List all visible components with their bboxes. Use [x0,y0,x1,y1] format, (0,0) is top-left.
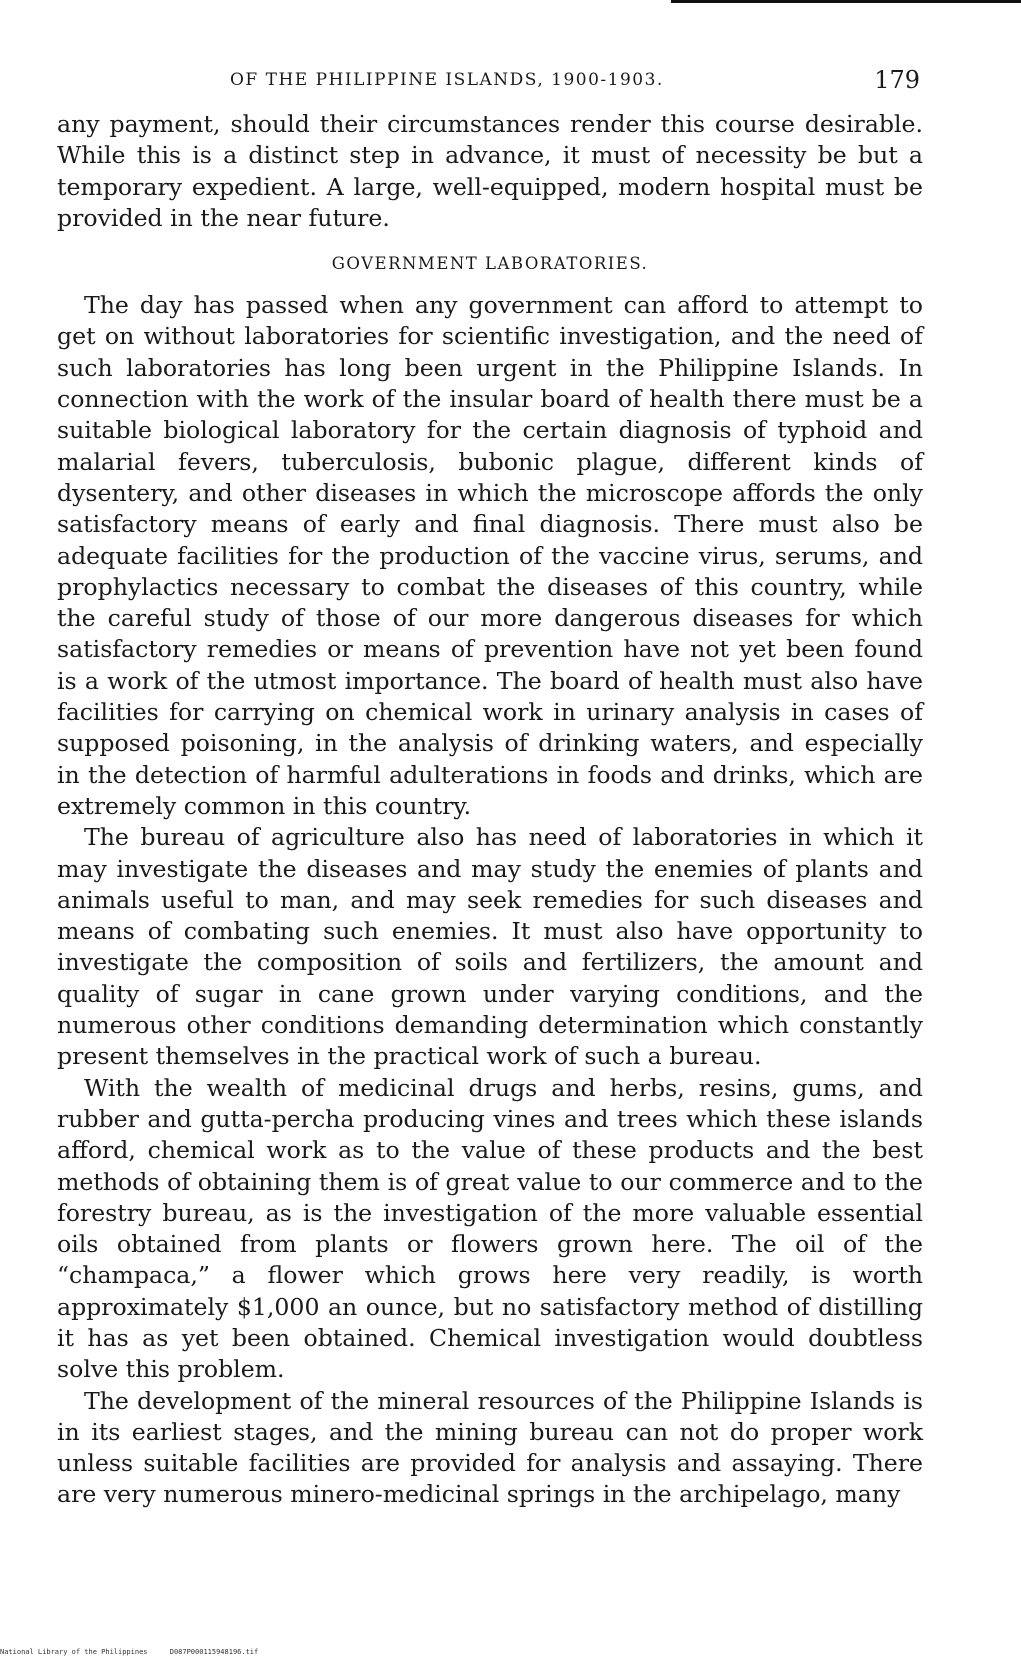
paragraph: The day has passed when any government can afford to attempt to get on without laboratories for scientific investigation, and the need of such laboratories has long been urgent in the Philippine Islands. In connection with the work of the insular board of health there must be a suitable biological laboratory for the certain diagnosis of typhoid and malarial fevers, tuberculosis, bubonic plague, different kinds of dysentery, and other diseases in which the microscope affords the only satisfactory means of early and final diagnosis. There must also be adequate facilities for the production of the vaccine virus, serums, and prophylactics necessary to combat the diseases of this country, while the careful study of those of our more dangerous diseases for which satisfactory remedies or means of prevention have not yet been found is a work of the utmost importance. The board of health must also have facilities for carrying on chemical work in urinary analysis in cases of supposed poisoning, in the analysis of drinking waters, and especially in the detection of harmful adulterations in foods and drinks, which are extremely common in this country. [57,291,923,820]
section-heading: GOVERNMENT LABORATORIES. [331,254,649,274]
body-text [57,109,923,1511]
paragraph: With the wealth of medicinal drugs and herbs, resins, gums, and rubber and gutta-percha producing vines and trees which these islands afford, chemical work as to the value of these products and the best methods of obtaining them is of great value to our commerce and to the forestry bureau, as is the investigation of the more valuable essential oils obtained from plants or flowers grown here. The oil of the “champaca,” a flower which grows here very readily, is worth approximately $1,000 an ounce, but no satisfactory method of distilling it has as yet been obtained. Chemical investigation would doubtless solve this problem. [57,1073,923,1384]
footer-library: National Library of the Philippines [0,1648,148,1656]
paragraph-continued: any payment, should their circumstances render this course desirable. While this is a distinct step in advance, it must of necessity be but a temporary expedient. A large, well-equipped, modern hospital must be provided in the near future. [57,110,923,232]
paragraph: The development of the mineral resources of the Philippine Islands is in its earliest stages, and the mining bureau can not do proper work unless suitable facilities are provided for analysis and assaying. There are very numerous minero-medicinal springs in the archipelago, many [57,1386,923,1509]
page-number: 179 [874,66,920,94]
footer-file-id: D087P000115948196.tif [169,1648,259,1656]
page-header [60,66,920,96]
scan-footer [0,1648,258,1656]
paragraph: The bureau of agriculture also has need of laboratories in which it may investigate the diseases and may study the enemies of plants and animals useful to man, and may seek remedies for such diseases and means of combating such enemies. It must also have opportunity to investigate the composition of soils and fertilizers, the amount and quality of sugar in cane grown under varying conditions, and the numerous other conditions demanding determination which constantly present themselves in the practical work of such a bureau. [57,823,923,1071]
top-border-rule [671,0,1021,3]
running-head: OF THE PHILIPPINE ISLANDS, 1900-1903. [230,70,664,90]
